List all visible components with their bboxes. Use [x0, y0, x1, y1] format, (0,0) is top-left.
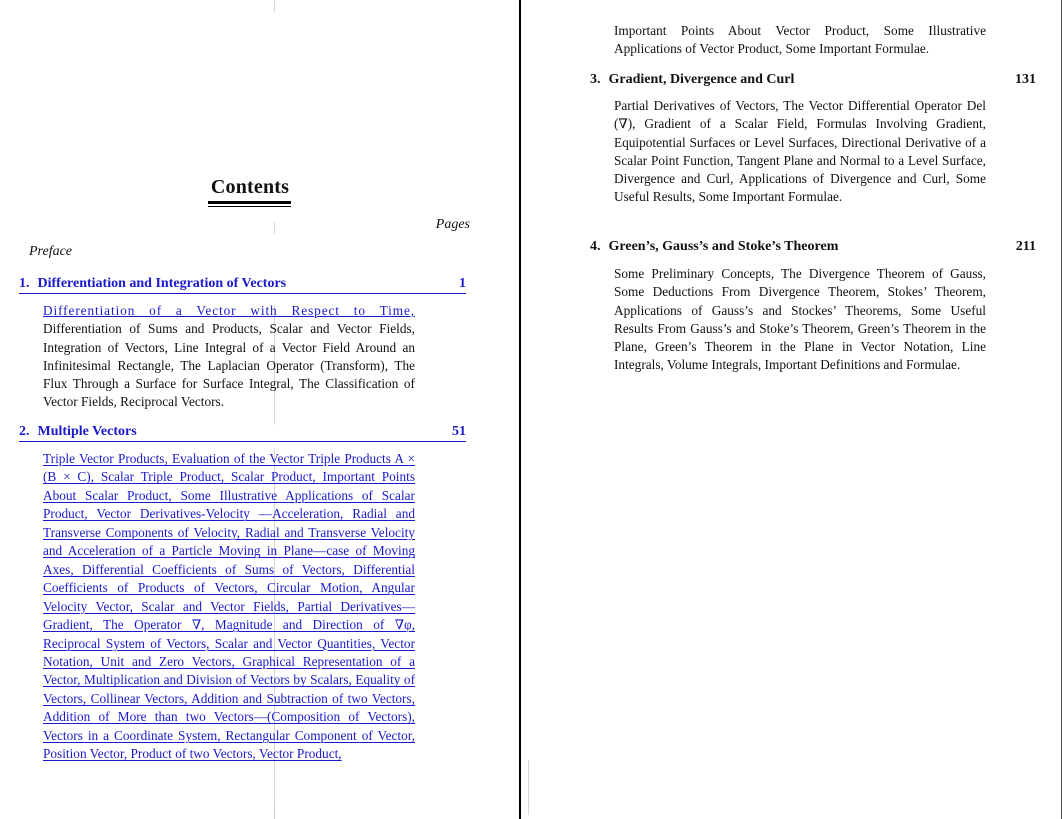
- chapter-page: 131: [1015, 72, 1036, 87]
- chapter-2-link[interactable]: [19, 424, 466, 442]
- chapter-title: Multiple Vectors: [37, 424, 137, 439]
- gutter-mark: [274, 0, 275, 12]
- gutter-mark: [274, 806, 275, 819]
- contents-heading: Contents: [210, 176, 290, 198]
- chapter-3-topics: Partial Derivatives of Vectors, The Vector Differential Operator Del (∇), Gradient of a Scalar Field, Formulas Involving Gradient, Equipotential Surfaces or Level Surfaces, Directional Derivative of a Scalar Point Function, Tangent Plane and Normal to a Level Surface, Divergence and Curl, Applications of Divergence and Curl, Some Useful Results, Some Important Formulae.: [614, 98, 986, 205]
- chapter-number: 1.: [19, 276, 30, 291]
- right-page: [521, 0, 1062, 819]
- chapter-1-link[interactable]: [19, 276, 466, 294]
- preface-entry[interactable]: Preface: [29, 244, 73, 259]
- chapter-page: 51: [452, 424, 466, 439]
- heading-rule: [208, 206, 291, 207]
- gutter-mark: [274, 222, 275, 234]
- chapter-page: 1: [459, 276, 466, 291]
- chapter-1-topics: [43, 302, 415, 412]
- heading-rule: [208, 201, 291, 204]
- chapter-title: Differentiation and Integration of Vectors: [37, 276, 287, 291]
- chapter-1-topic-text: Differentiation of Sums and Products, Scalar and Vector Fields, Integration of Vectors, Line Integral of a Vector Field Around an Infinitesimal Rectangle, The Laplacian Operator (Transform), The Flux Through a Surface for Surface Integral, The Classification of Vector Fields, Reciprocal Vectors.: [43, 321, 415, 410]
- continued-topics: Important Points About Vector Product, Some Illustrative Applications of Vector Product, Some Important Formulae.: [614, 23, 986, 57]
- chapter-title: Green’s, Gauss’s and Stoke’s Theorem: [608, 239, 839, 254]
- chapter-4-heading[interactable]: [590, 239, 1036, 255]
- left-page: [0, 0, 520, 819]
- chapter-number: 4.: [590, 239, 601, 254]
- chapter-2-topics-link[interactable]: Triple Vector Products, Evaluation of the Vector Triple Products A × (B × C), Scalar Triple Product, Scalar Product, Important Points About Scalar Product, Some Illustrative Applications of Scalar Product, Vector Derivatives-Velocity —Acceleration, Radial and Transverse Components of Velocity, Radial and Transverse Velocity and Acceleration of a Particle Moving in Plane—case of Moving Axes, Differential Coefficients of Sums of Vectors, Differential Coefficients of Products of Vectors, Circular Motion, Angular Velocity Vector, Scalar and Vector Fields, Partial Derivatives—Gradient, The Operator ∇, Magnitude and Direction of ∇φ, Reciprocal System of Vectors, Scalar and Vector Quantities, Vector Notation, Unit and Zero Vectors, Graphical Representation of a Vector, Multiplication and Division of Vectors by Scalars, Equality of Vectors, Collinear Vectors, Addition and Subtraction of two Vectors, Addition of More than two Vectors—(Composition of Vectors), Vectors in a Coordinate System, Rectangular Component of Vector, Position Vector, Product of two Vectors, Vector Product,: [43, 451, 415, 762]
- chapter-number: 3.: [590, 72, 601, 87]
- pages-column-label: Pages: [435, 217, 470, 232]
- chapter-3-heading[interactable]: [590, 72, 1036, 88]
- chapter-number: 2.: [19, 424, 30, 439]
- chapter-1-topic-link[interactable]: Differentiation of a Vector with Respect to Time,: [43, 303, 415, 318]
- chapter-title: Gradient, Divergence and Curl: [608, 72, 795, 87]
- gutter-mark: [528, 760, 529, 815]
- chapter-4-topics: Some Preliminary Concepts, The Divergence Theorem of Gauss, Some Deductions From Divergence Theorem, Stokes’ Theorem, Applications of Gauss’s and Stockes’ Theorems, Some Useful Results From Gauss’s and Stoke’s Theorem, Green’s Theorem in the Plane, Green’s Theorem in the Plane in Vector Notation, Line Integrals, Volume Integrals, Important Definitions and Formulae.: [614, 266, 986, 373]
- chapter-page: 211: [1015, 239, 1036, 254]
